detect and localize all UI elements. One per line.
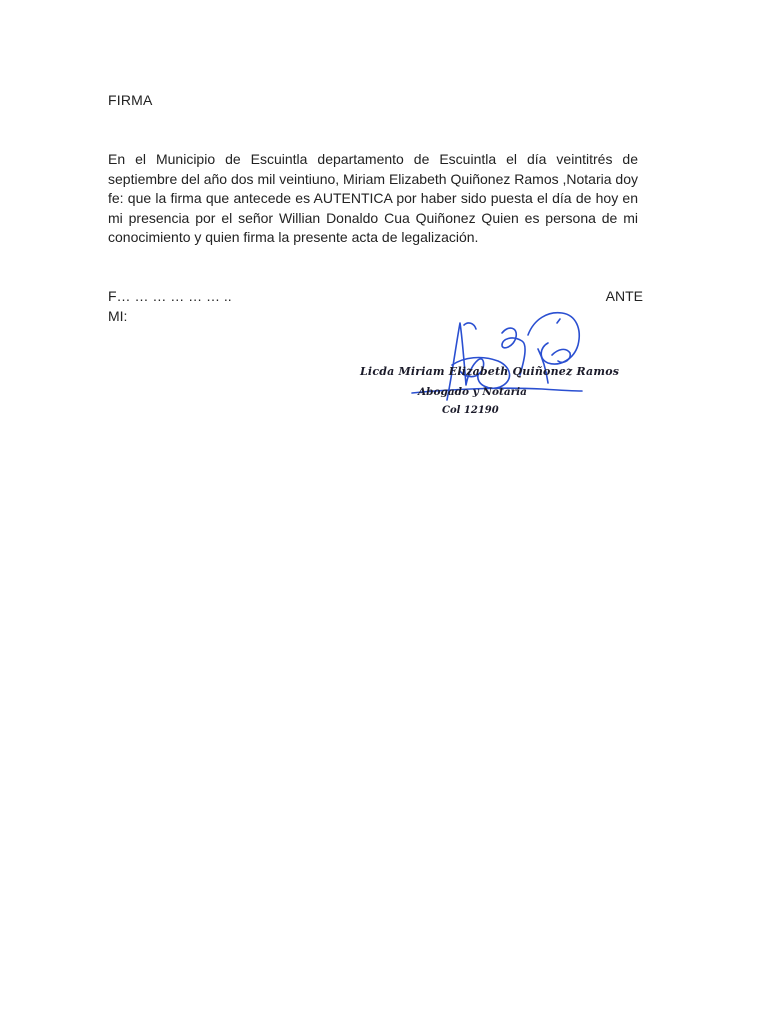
stamp-name-line: Licda Miriam Elizabeth Quiñonez Ramos xyxy=(360,365,620,378)
ante-label: ANTE xyxy=(605,288,643,304)
stamp-registration-line: Col 12190 xyxy=(442,405,499,416)
signature-dots: F… … … … … … .. xyxy=(108,288,232,304)
notary-stamp xyxy=(352,305,620,425)
mi-label: MI: xyxy=(108,308,128,324)
stamp-title-line: Abogado y Notaria xyxy=(418,386,527,398)
legalization-paragraph: En el Municipio de Escuintla departamento de Escuintla el día veintitrés de septiembre del año dos mil veintiuno, Miriam Elizabeth Quiñonez Ramos ,Notaria doy fe: que la firma que antecede es AUTENTICA por haber sido puesta el día de hoy en mi presencia por el señor Willian Donaldo Cua Quiñonez Quien es persona de mi conocimiento y quien firma la presente acta de legalización. xyxy=(108,151,638,245)
document-heading: FIRMA xyxy=(108,92,153,108)
